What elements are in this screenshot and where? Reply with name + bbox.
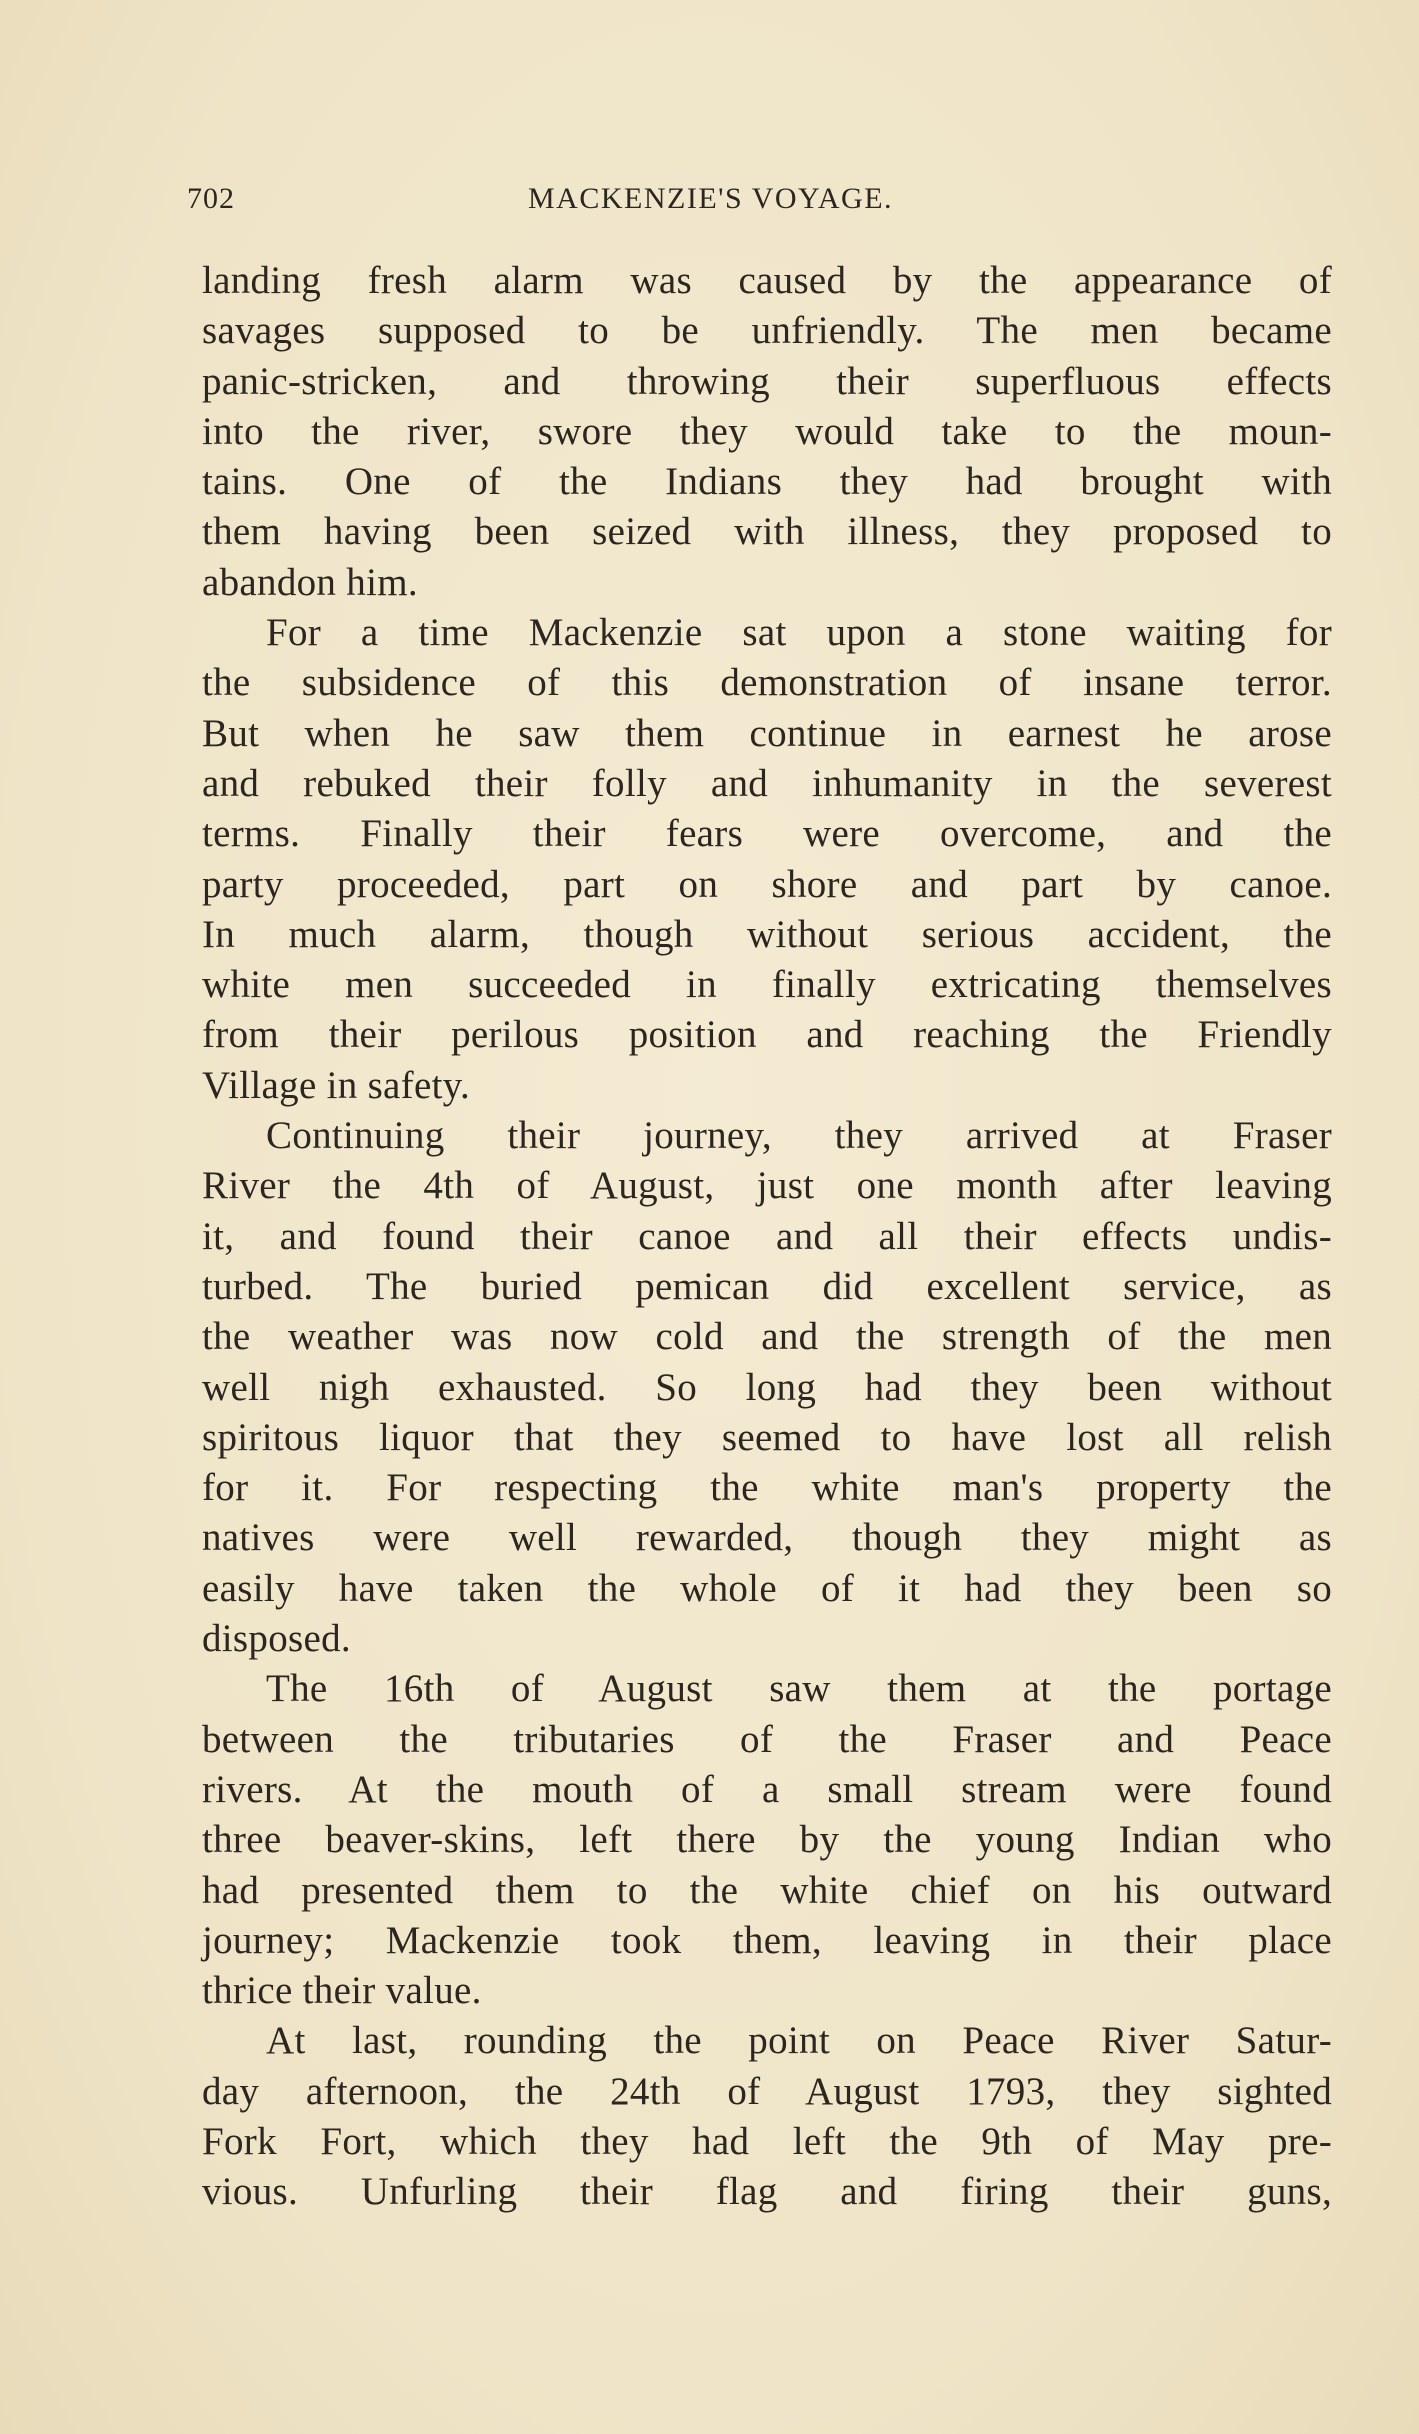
- text-line: rivers. At the mouth of a small stream were found: [202, 1767, 1332, 1811]
- text-line: disposed.: [202, 1617, 351, 1661]
- text-line: savages supposed to be unfriendly. The men became: [202, 309, 1332, 353]
- text-line: But when he saw them continue in earnest he arose: [202, 711, 1332, 755]
- text-line: landing fresh alarm was caused by the appearance of: [202, 259, 1332, 302]
- text-line: abandon him.: [202, 560, 418, 604]
- text-line: it, and found their canoe and all their effects undis-: [202, 1214, 1332, 1258]
- text-line: the weather was now cold and the strength of the men: [202, 1315, 1332, 1359]
- text-line: white men succeeded in finally extricating themselves: [202, 963, 1332, 1007]
- text-line: River the 4th of August, just one month after leaving: [202, 1164, 1332, 1208]
- text-line: journey; Mackenzie took them, leaving in their place: [202, 1918, 1332, 1962]
- text-line: tains. One of the Indians they had brought with: [202, 460, 1332, 504]
- text-line: from their perilous position and reaching the Friendly: [202, 1013, 1332, 1057]
- text-line: natives were well rewarded, though they might as: [202, 1516, 1332, 1560]
- running-head: [187, 182, 987, 222]
- text-line: Village in safety.: [202, 1063, 471, 1107]
- text-line: three beaver-skins, left there by the young Indian who: [202, 1818, 1332, 1862]
- text-line: vious. Unfurling their flag and firing their guns,: [202, 2170, 1332, 2214]
- text-line: well nigh exhausted. So long had they been without: [202, 1365, 1332, 1409]
- text-line: For a time Mackenzie sat upon a stone waiting for: [266, 611, 1332, 655]
- text-line: for it. For respecting the white man's property the: [202, 1466, 1332, 1510]
- text-line: terms. Finally their fears were overcome, and the: [202, 812, 1332, 856]
- running-title: MACKENZIE'S VOYAGE.: [528, 182, 894, 215]
- text-line: In much alarm, though without serious accident, the: [202, 912, 1332, 956]
- text-line: spiritous liquor that they seemed to have lost all relish: [202, 1415, 1332, 1459]
- text-line: easily have taken the whole of it had they been so: [202, 1566, 1332, 1610]
- text-line: panic-stricken, and throwing their superfluous effects: [202, 359, 1332, 403]
- text-line: the subsidence of this demonstration of insane terror.: [202, 661, 1332, 705]
- text-line: day afternoon, the 24th of August 1793, they sighted: [202, 2069, 1332, 2113]
- text-line: into the river, swore they would take to the moun-: [202, 409, 1332, 453]
- body-text: [202, 256, 1332, 2218]
- text-line: The 16th of August saw them at the portage: [266, 1667, 1332, 1711]
- text-line: thrice their value.: [202, 1969, 482, 2013]
- text-line: between the tributaries of the Fraser and Peace: [202, 1717, 1332, 1761]
- text-line: had presented them to the white chief on his outward: [202, 1868, 1332, 1912]
- text-line: them having been seized with illness, they proposed to: [202, 510, 1332, 554]
- page-number: 702: [187, 182, 235, 215]
- text-line: and rebuked their folly and inhumanity in the severest: [202, 761, 1332, 805]
- text-line: At last, rounding the point on Peace River Satur-: [266, 2019, 1332, 2063]
- text-line: Continuing their journey, they arrived at Fraser: [266, 1114, 1332, 1158]
- text-line: turbed. The buried pemican did excellent service, as: [202, 1264, 1332, 1308]
- text-line: party proceeded, part on shore and part by canoe.: [202, 862, 1332, 906]
- text-line: Fork Fort, which they had left the 9th of May pre-: [202, 2119, 1332, 2163]
